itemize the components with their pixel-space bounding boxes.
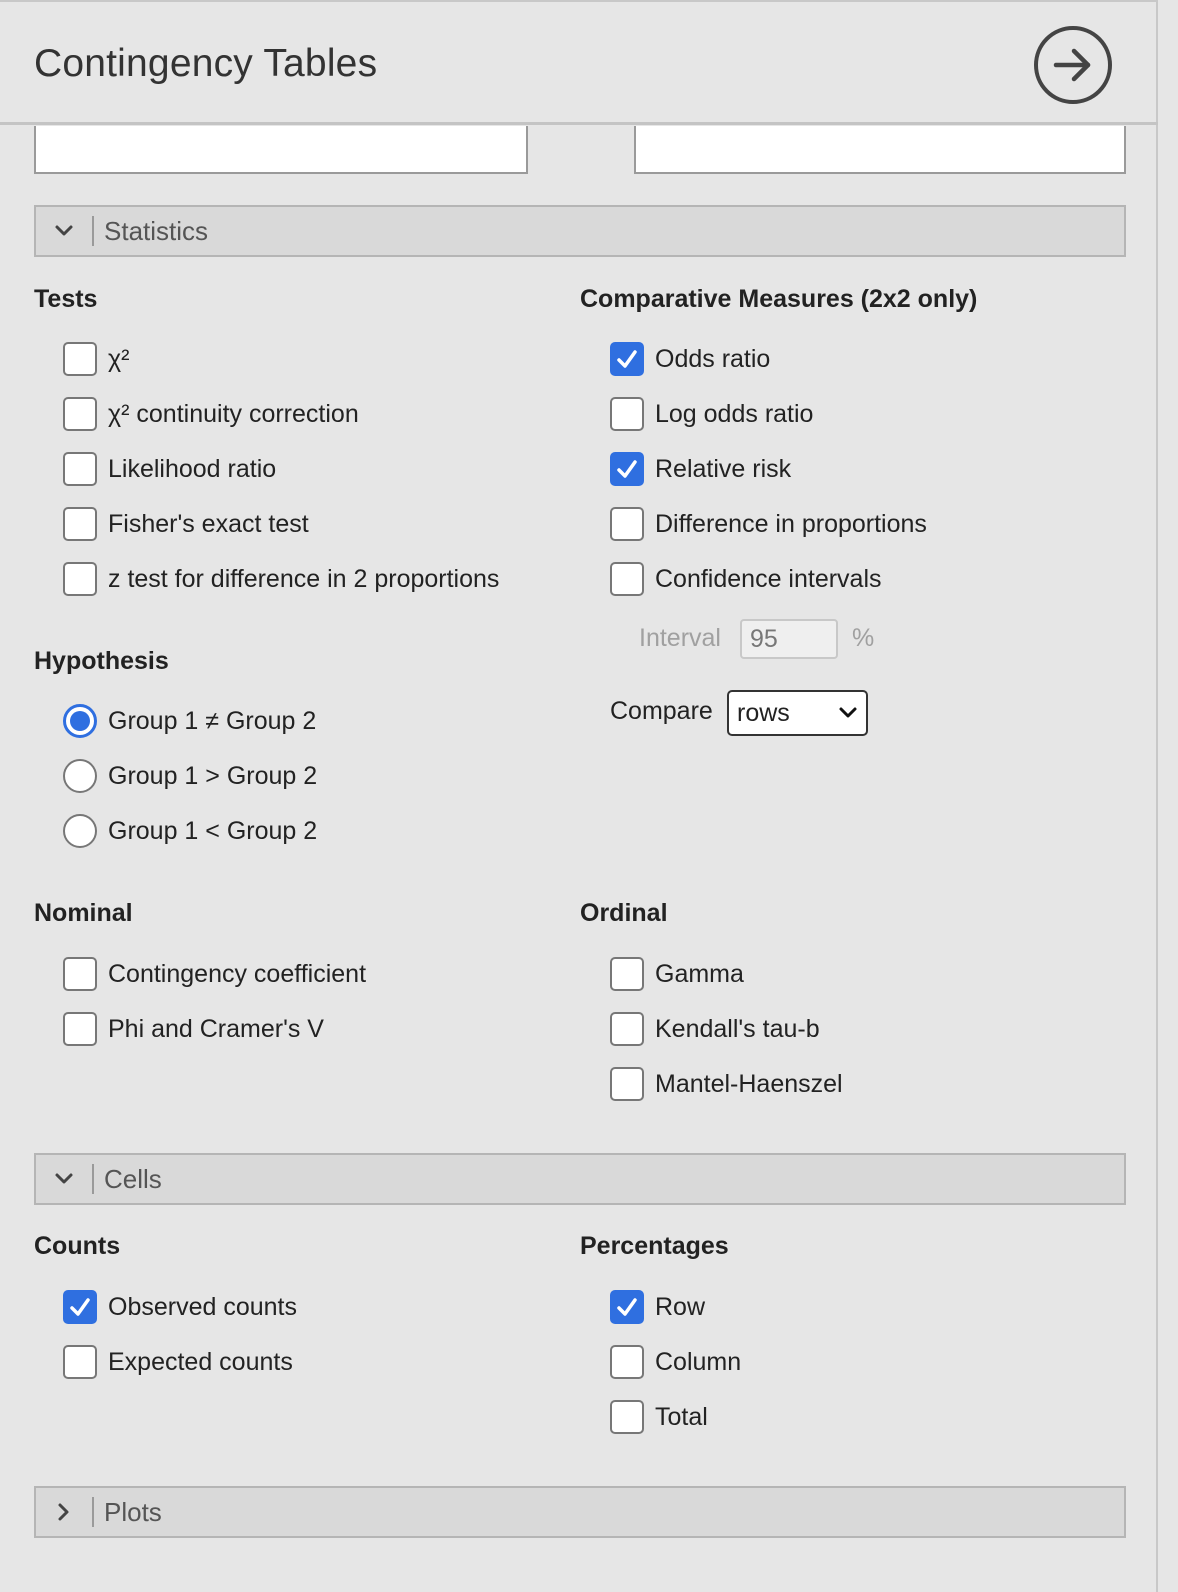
compare-label: Compare: [610, 697, 713, 725]
chevron-down-icon: [838, 706, 858, 720]
contingency-coefficient-option[interactable]: [63, 957, 366, 991]
option-label: Total: [655, 1402, 708, 1431]
option-label: Log odds ratio: [655, 399, 814, 428]
difference-in-proportions-option[interactable]: [610, 507, 927, 541]
checkbox[interactable]: [610, 1067, 644, 1101]
option-label: χ²: [108, 344, 130, 373]
header-divider: [0, 122, 1158, 125]
checkbox[interactable]: [63, 1012, 97, 1046]
z-test-option[interactable]: [63, 562, 499, 596]
option-label: Gamma: [655, 959, 744, 988]
checkbox[interactable]: [63, 1345, 97, 1379]
checkbox[interactable]: [63, 562, 97, 596]
odds-ratio-option[interactable]: [610, 342, 770, 376]
checkbox[interactable]: [63, 342, 97, 376]
checkmark-icon: [615, 1295, 639, 1319]
option-label: Mantel-Haenszel: [655, 1069, 843, 1098]
compare-selected-value: rows: [737, 698, 790, 727]
checkbox[interactable]: [610, 507, 644, 541]
interval-label: Interval: [639, 624, 721, 652]
page-title: Contingency Tables: [34, 42, 378, 85]
checkbox[interactable]: [610, 342, 644, 376]
checkbox[interactable]: [610, 397, 644, 431]
confidence-intervals-option[interactable]: [610, 562, 882, 596]
tests-title: Tests: [34, 285, 98, 313]
hypothesis-less-option[interactable]: [63, 814, 317, 848]
checkbox[interactable]: [610, 452, 644, 486]
option-label: Confidence intervals: [655, 564, 882, 593]
option-label: χ² continuity correction: [108, 399, 359, 428]
nominal-title: Nominal: [34, 899, 133, 927]
run-button[interactable]: [1034, 26, 1112, 104]
chevron-right-icon: [36, 1488, 92, 1536]
checkbox[interactable]: [63, 957, 97, 991]
option-label: Group 1 > Group 2: [108, 761, 318, 790]
checkbox[interactable]: [610, 1400, 644, 1434]
option-label: Observed counts: [108, 1292, 297, 1321]
arrow-right-icon: [1050, 42, 1096, 88]
chi-squared-continuity-option[interactable]: [63, 397, 359, 431]
percentages-title: Percentages: [580, 1232, 729, 1260]
checkmark-icon: [68, 1295, 92, 1319]
option-label: Difference in proportions: [655, 509, 927, 538]
fishers-exact-option[interactable]: [63, 507, 309, 541]
option-label: Expected counts: [108, 1347, 293, 1376]
log-odds-ratio-option[interactable]: [610, 397, 813, 431]
option-label: Odds ratio: [655, 344, 771, 373]
option-label: Likelihood ratio: [108, 454, 277, 483]
checkbox[interactable]: [63, 1290, 97, 1324]
checkbox[interactable]: [63, 452, 97, 486]
chevron-down-icon: [36, 207, 92, 255]
checkbox[interactable]: [610, 562, 644, 596]
section-divider: [92, 1497, 94, 1527]
option-label: Group 1 < Group 2: [108, 816, 318, 845]
option-label: Row: [655, 1292, 706, 1321]
checkbox[interactable]: [610, 1290, 644, 1324]
section-divider: [92, 1164, 94, 1194]
cells-section-label: Cells: [104, 1163, 162, 1194]
radio-button[interactable]: [63, 814, 97, 848]
row-percent-option[interactable]: [610, 1290, 705, 1324]
hypothesis-not-equal-option[interactable]: [63, 704, 316, 738]
option-label: Fisher's exact test: [108, 509, 309, 538]
counts-title: Counts: [34, 1232, 121, 1260]
checkmark-icon: [615, 457, 639, 481]
option-label: Contingency coefficient: [108, 959, 367, 988]
cells-section-header[interactable]: [34, 1153, 1126, 1205]
column-variable-box[interactable]: [634, 126, 1126, 174]
interval-unit: %: [852, 624, 875, 652]
observed-counts-option[interactable]: [63, 1290, 297, 1324]
likelihood-ratio-option[interactable]: [63, 452, 276, 486]
checkbox[interactable]: [610, 1345, 644, 1379]
kendalls-tau-b-option[interactable]: [610, 1012, 820, 1046]
compare-select[interactable]: [727, 690, 868, 736]
option-label: Group 1 ≠ Group 2: [108, 706, 317, 735]
statistics-section-label: Statistics: [104, 215, 209, 246]
section-divider: [92, 216, 94, 246]
mantel-haenszel-option[interactable]: [610, 1067, 843, 1101]
statistics-section-header[interactable]: [34, 205, 1126, 257]
ordinal-title: Ordinal: [580, 899, 668, 927]
column-percent-option[interactable]: [610, 1345, 741, 1379]
row-variable-box[interactable]: [34, 126, 528, 174]
plots-section-label: Plots: [104, 1496, 162, 1527]
comparative-measures-title: Comparative Measures (2x2 only): [580, 285, 978, 313]
gamma-option[interactable]: [610, 957, 744, 991]
option-label: Phi and Cramer's V: [108, 1014, 324, 1043]
expected-counts-option[interactable]: [63, 1345, 293, 1379]
option-label: Kendall's tau-b: [655, 1014, 820, 1043]
relative-risk-option[interactable]: [610, 452, 791, 486]
chevron-down-icon: [36, 1155, 92, 1203]
interval-input[interactable]: 95: [740, 619, 838, 659]
option-label: Column: [655, 1347, 742, 1376]
checkbox[interactable]: [63, 397, 97, 431]
checkbox[interactable]: [610, 957, 644, 991]
hypothesis-title: Hypothesis: [34, 647, 169, 675]
hypothesis-greater-option[interactable]: [63, 759, 317, 793]
checkbox[interactable]: [63, 507, 97, 541]
plots-section-header[interactable]: [34, 1486, 1126, 1538]
phi-cramers-v-option[interactable]: [63, 1012, 324, 1046]
total-percent-option[interactable]: [610, 1400, 708, 1434]
option-label: z test for difference in 2 proportions: [108, 564, 500, 593]
radio-button[interactable]: [63, 759, 97, 793]
chi-squared-option[interactable]: [63, 342, 129, 376]
radio-button[interactable]: [63, 704, 97, 738]
checkmark-icon: [615, 347, 639, 371]
option-label: Relative risk: [655, 454, 792, 483]
checkbox[interactable]: [610, 1012, 644, 1046]
